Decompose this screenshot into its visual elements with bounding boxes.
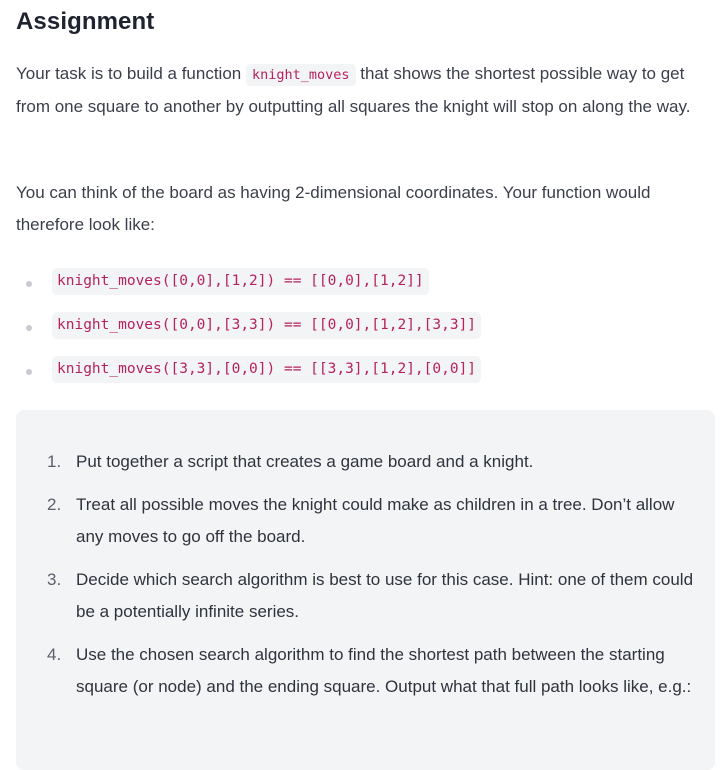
example-code: knight_moves([0,0],[1,2]) == [[0,0],[1,2]]	[52, 268, 429, 295]
bullet-icon	[26, 369, 32, 375]
example-code: knight_moves([3,3],[0,0]) == [[3,3],[1,2],[0,0]]	[52, 356, 481, 383]
page-title: Assignment	[16, 8, 155, 35]
step-text: Use the chosen search algorithm to find the shortest path between the starting square (or node) and the ending square. Output what that full path looks like, e.g.:	[76, 645, 692, 696]
step-number: 4.	[47, 645, 62, 664]
steps-box	[16, 410, 715, 770]
step-item	[16, 564, 715, 628]
example-code: knight_moves([0,0],[3,3]) == [[0,0],[1,2],[3,3]]	[52, 312, 481, 339]
bullet-icon	[26, 325, 32, 331]
intro-text-after: that shows the shortest possible way to get from one square to another by outputting all squares the knight will stop on along the way.	[16, 64, 691, 116]
step-text: Put together a script that creates a game board and a knight.	[76, 452, 534, 471]
coordinates-paragraph: You can think of the board as having 2-dimensional coordinates. Your function would therefore look like:	[16, 183, 651, 234]
step-text: Treat all possible moves the knight could make as children in a tree. Don’t allow any moves to go off the board.	[76, 495, 675, 546]
step-item	[16, 489, 715, 553]
intro-text-before: Your task is to build a function	[16, 64, 246, 83]
step-number: 3.	[47, 570, 62, 589]
step-number: 1.	[47, 452, 62, 471]
step-item	[16, 446, 715, 478]
steps-list	[16, 446, 715, 714]
intro-paragraph	[16, 58, 721, 123]
inline-code-knight-moves: knight_moves	[246, 64, 356, 86]
step-number: 2.	[47, 495, 62, 514]
step-item	[16, 639, 715, 703]
bullet-icon	[26, 281, 32, 287]
step-text: Decide which search algorithm is best to use for this case. Hint: one of them could be a potentially infinite series.	[76, 570, 694, 621]
